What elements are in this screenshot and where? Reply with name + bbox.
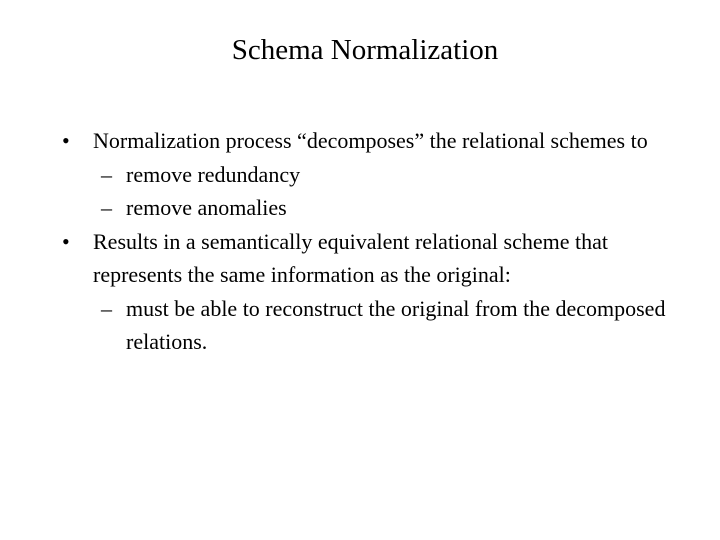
sub-bullet-text: remove anomalies [126, 195, 287, 220]
sub-bullet-text: must be able to reconstruct the original from the decomposed relations. [126, 295, 666, 354]
sub-bullet-text: remove redundancy [126, 161, 301, 187]
sub-bullet-marker: – [101, 295, 112, 321]
sub-bullet-item [0, 158, 666, 192]
slide-body [0, 124, 720, 359]
sub-bullet-item [0, 292, 666, 359]
bullet-marker: • [62, 228, 70, 254]
sub-bullet-marker: – [101, 195, 112, 220]
bullet-text: Normalization process “decomposes” the relational schemes to [93, 128, 648, 153]
bullet-marker: • [62, 128, 70, 153]
sub-bullet-item [0, 191, 666, 225]
slide-title: Schema Normalization [231, 34, 499, 66]
bullet-item [0, 225, 673, 292]
sub-bullet-marker: – [101, 161, 112, 187]
bullet-text: Results in a semantically equivalent relational scheme that represents the same information as the original: [93, 228, 609, 287]
bullet-item [0, 124, 673, 158]
